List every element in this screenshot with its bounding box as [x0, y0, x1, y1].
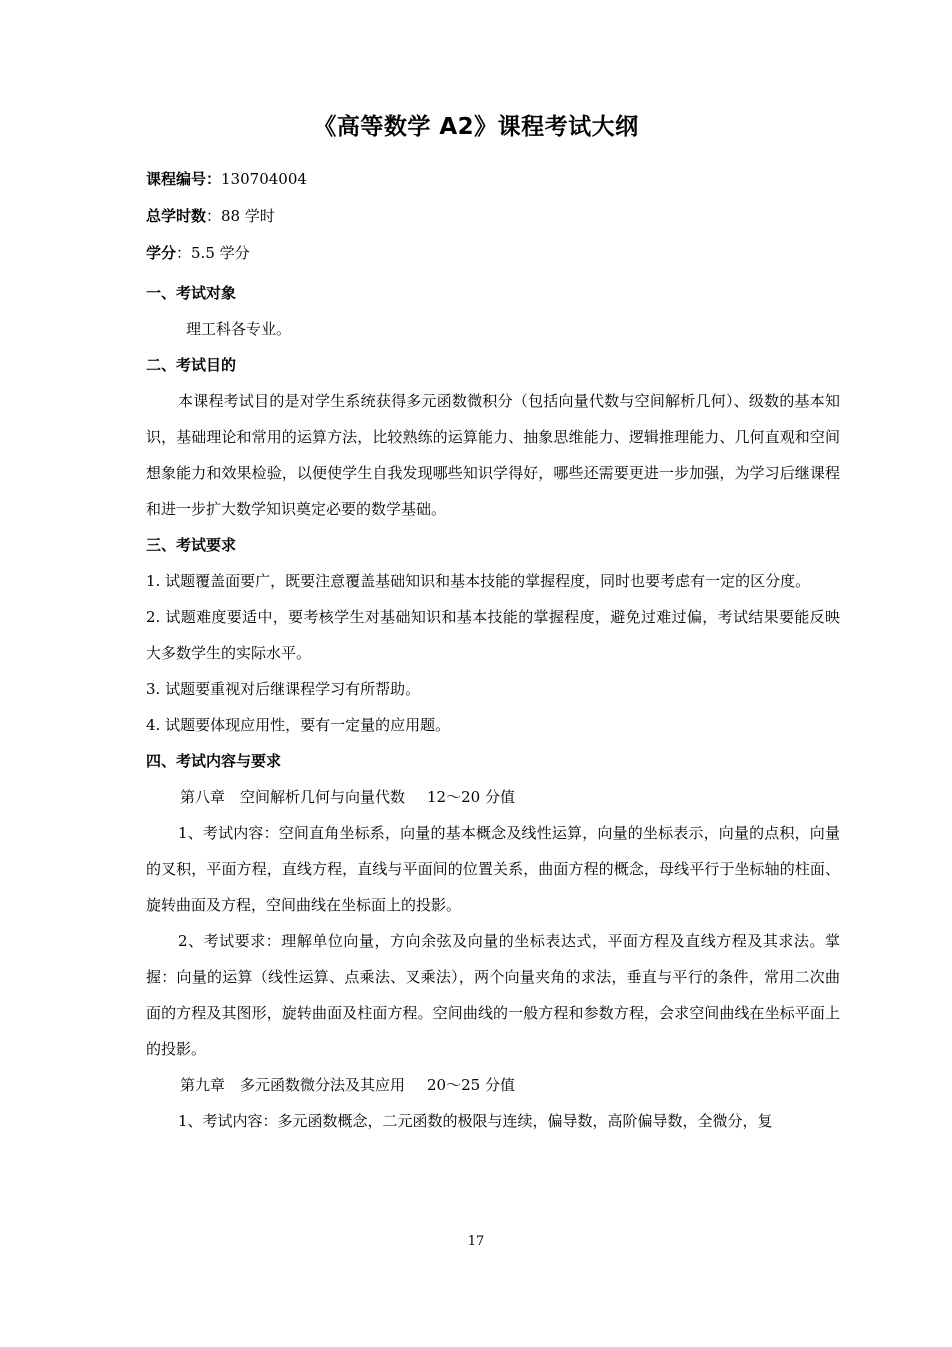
chapter-8-heading [146, 779, 840, 815]
credits-value: ：5.5 学分 [176, 244, 250, 262]
chapter-9-name: 第九章 多元函数微分法及其应用 [180, 1076, 406, 1094]
exam-purpose-text: 本课程考试目的是对学生系统获得多元函数微积分（包括向量代数与空间解析几何）、级数的基本知识，基础理论和常用的运算方法，比较熟练的运算能力、抽象思维能力、逻辑推理能力、几何直观和空间想象能力和效果检验，以便使学生自我发现哪些知识学得好，哪些还需要更进一步加强，为学习后继课程和进一步扩大数学知识奠定必要的数学基础。 [146, 392, 840, 518]
requirement-item-4: 4. 试题要体现应用性，要有一定量的应用题。 [146, 716, 451, 734]
total-hours-value: ：88 学时 [206, 207, 275, 225]
section-heading-exam-content: 四、考试内容与要求 [146, 752, 282, 770]
section-heading-exam-target: 一、考试对象 [146, 284, 237, 302]
page-title: 《高等数学 A2》课程考试大纲 [313, 114, 639, 140]
chapter-8-score: 12～20 分值 [427, 788, 515, 806]
chapter-8-name: 第八章 空间解析几何与向量代数 [180, 788, 406, 806]
section-heading-exam-requirements: 三、考试要求 [146, 536, 237, 554]
chapter-9-score: 20～25 分值 [427, 1076, 515, 1094]
page-number: 17 [467, 1234, 485, 1249]
course-code-label: 课程编号： [146, 170, 222, 188]
credits-line [146, 238, 840, 275]
total-hours-label: 总学时数 [146, 207, 207, 225]
chapter-9-heading [146, 1067, 840, 1103]
credits-label: 学分 [146, 244, 177, 262]
course-code-value: 130704004 [221, 170, 307, 188]
chapter-9-content: 1、考试内容：多元函数概念，二元函数的极限与连续，偏导数，高阶偏导数，全微分，复 [178, 1112, 773, 1130]
chapter-8-requirement: 2、考试要求：理解单位向量，方向余弦及向量的坐标表达式，平面方程及直线方程及其求法。掌握：向量的运算（线性运算、点乘法、叉乘法），两个向量夹角的求法，垂直与平行的条件，常用二次曲面的方程及其图形，旋转曲面及柱面方程。空间曲线的一般方程和参数方程，会求空间曲线在坐标平面上的投影。 [146, 932, 840, 1058]
section-heading-exam-purpose: 二、考试目的 [146, 356, 237, 374]
exam-target-text: 理工科各专业。 [186, 320, 292, 338]
requirement-item-1: 1. 试题覆盖面要广，既要注意覆盖基础知识和基本技能的掌握程度，同时也要考虑有一定的区分度。 [146, 572, 811, 590]
requirement-item-3: 3. 试题要重视对后继课程学习有所帮助。 [146, 680, 421, 698]
chapter-8-content: 1、考试内容：空间直角坐标系，向量的基本概念及线性运算，向量的坐标表示，向量的点积，向量的叉积，平面方程，直线方程，直线与平面间的位置关系，曲面方程的概念，母线平行于坐标轴的柱面、旋转曲面及方程，空间曲线在坐标面上的投影。 [146, 824, 840, 914]
document-body [146, 164, 840, 1139]
total-hours-line [146, 201, 840, 238]
course-code-line [146, 164, 840, 201]
requirement-item-2: 2. 试题难度要适中，要考核学生对基础知识和基本技能的掌握程度，避免过难过偏，考试结果要能反映大多数学生的实际水平。 [146, 608, 840, 662]
